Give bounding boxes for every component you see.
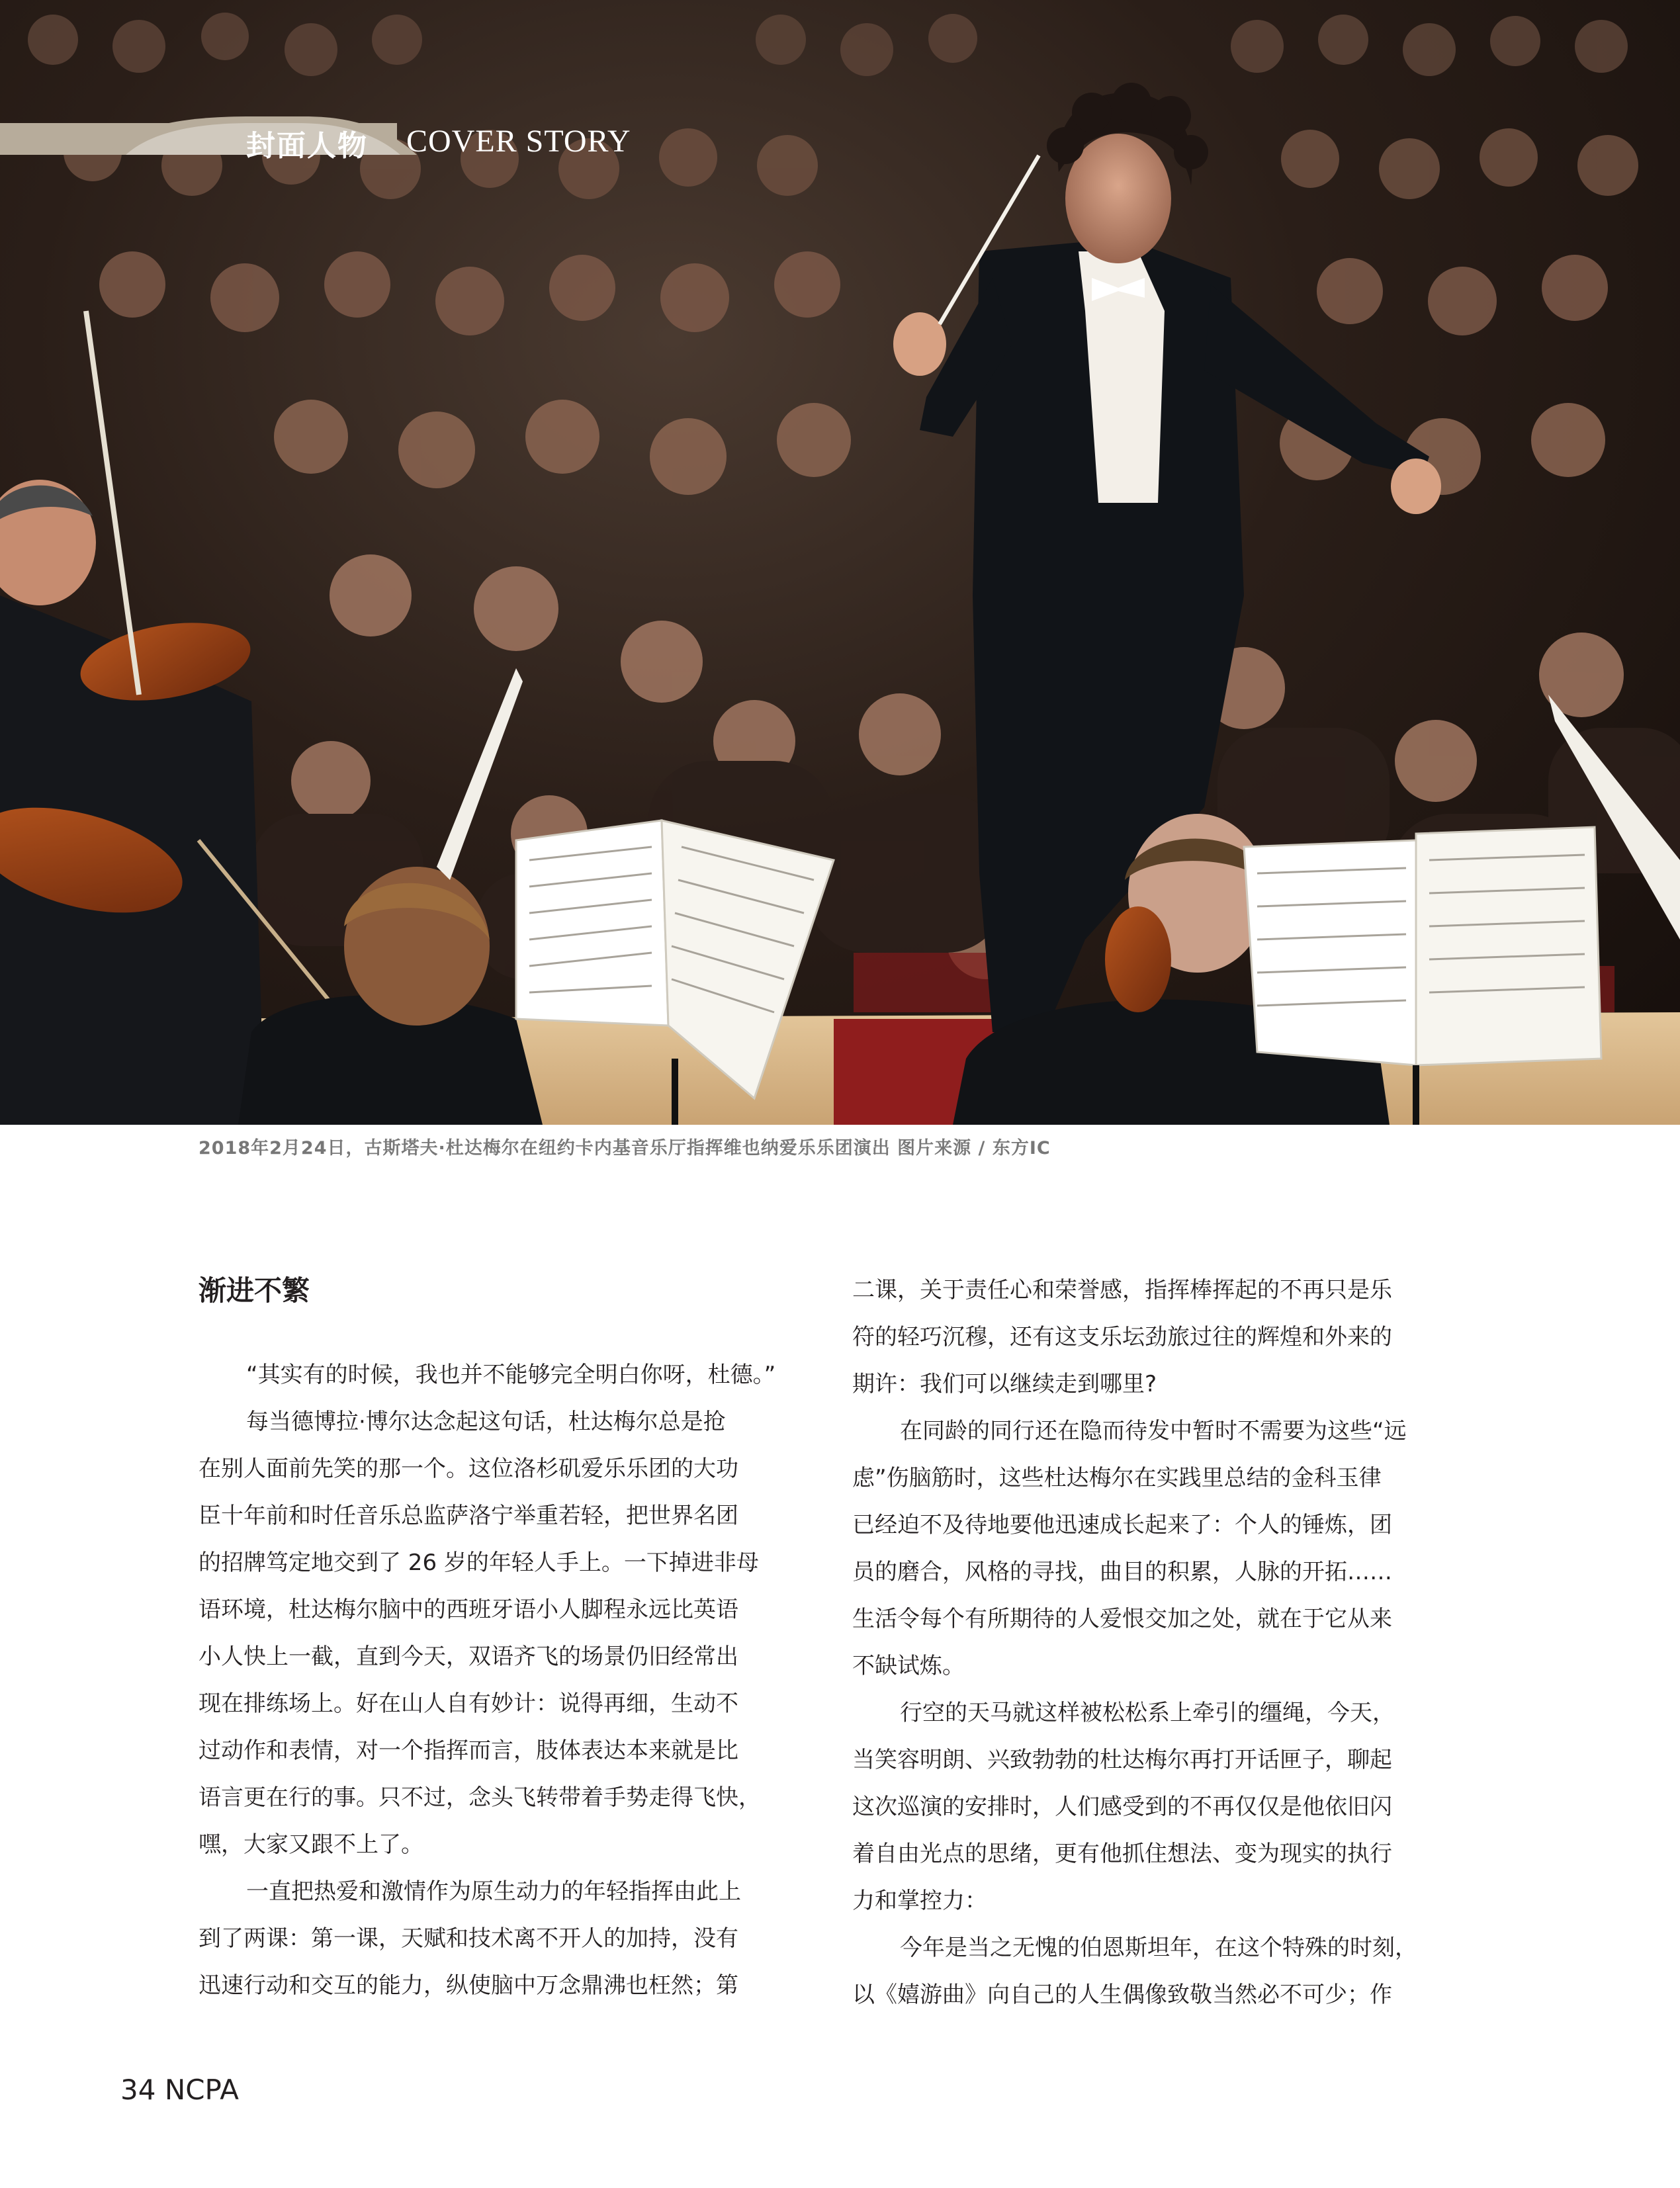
- body-line: 不缺试炼。: [852, 1653, 965, 1679]
- body-line: 期许：我们可以继续走到哪里?: [852, 1371, 1157, 1397]
- photo-caption: 2018年2月24日，古斯塔夫·杜达梅尔在纽约卡内基音乐厅指挥维也纳爱乐乐团演出 图片来源 / 东方IC: [199, 1138, 1051, 1159]
- body-line: 力和掌控力：: [852, 1888, 987, 1914]
- article-subhead: 渐进不繁: [199, 1274, 310, 1307]
- body-line: 行空的天马就这样被松松系上牵引的缰绳，今天，: [900, 1700, 1395, 1726]
- body-line: 每当德博拉·博尔达念起这句话，杜达梅尔总是抢: [246, 1409, 726, 1435]
- magazine-name: NCPA: [164, 2074, 239, 2106]
- body-line: “其实有的时候，我也并不能够完全明白你呀，杜德。”: [246, 1362, 776, 1388]
- body-line: 在别人面前先笑的那一个。这位洛杉矶爱乐乐团的大功: [199, 1456, 738, 1482]
- body-line: 生活令每个有所期待的人爱恨交加之处，就在于它从来: [852, 1606, 1392, 1632]
- body-line: 到了两课：第一课，天赋和技术离不开人的加持，没有: [199, 1925, 738, 1952]
- section-title-cn: 封面人物: [246, 129, 368, 163]
- section-title-en: COVER STORY: [406, 124, 631, 159]
- body-line: 这次巡演的安排时，人们感受到的不再仅仅是他依旧闪: [852, 1794, 1392, 1820]
- body-line: 迅速行动和交互的能力，纵使脑中万念鼎沸也枉然；第: [199, 1972, 738, 1999]
- body-line: 已经迫不及待地要他迅速成长起来了：个人的锤炼，团: [852, 1512, 1392, 1538]
- body-line: 以《嬉游曲》向自己的人生偶像致敬当然必不可少；作: [852, 1982, 1392, 2008]
- body-line: 一直把热爱和激情作为原生动力的年轻指挥由此上: [246, 1878, 741, 1905]
- body-line: 嘿，大家又跟不上了。: [199, 1831, 423, 1858]
- body-line: 小人快上一截，直到今天，双语齐飞的场景仍旧经常出: [199, 1643, 738, 1670]
- body-line: 臣十年前和时任音乐总监萨洛宁举重若轻，把世界名团: [199, 1503, 738, 1529]
- body-line: 语环境，杜达梅尔脑中的西班牙语小人脚程永远比英语: [199, 1597, 738, 1623]
- page-number: 34: [120, 2074, 156, 2106]
- body-line: 语言更在行的事。只不过，念头飞转带着手势走得飞快，: [199, 1784, 761, 1811]
- body-line: 符的轻巧沉穆，还有这支乐坛劲旅过往的辉煌和外来的: [852, 1324, 1392, 1350]
- page-footer: [120, 2074, 239, 2106]
- body-line: 着自由光点的思绪，更有他抓住想法、变为现实的执行: [852, 1841, 1392, 1867]
- body-line: 现在排练场上。好在山人自有妙计：说得再细，生动不: [199, 1690, 738, 1717]
- body-line: 的招牌笃定地交到了 26 岁的年轻人手上。一下掉进非母: [199, 1550, 759, 1576]
- body-line: 今年是当之无愧的伯恩斯坦年，在这个特殊的时刻，: [900, 1935, 1417, 1961]
- article-column-right: [852, 1267, 1458, 2019]
- body-line: 在同龄的同行还在隐而待发中暂时不需要为这些“远: [900, 1418, 1407, 1444]
- body-line: 二课，关于责任心和荣誉感，指挥棒挥起的不再只是乐: [852, 1277, 1392, 1303]
- body-line: 虑”伤脑筋时，这些杜达梅尔在实践里总结的金科玉律: [852, 1465, 1382, 1491]
- article-column-left: [199, 1267, 805, 2009]
- body-line: 当笑容明朗、兴致勃勃的杜达梅尔再打开话匣子，聊起: [852, 1747, 1392, 1773]
- body-line: 过动作和表情，对一个指挥而言，肢体表达本来就是比: [199, 1737, 738, 1764]
- body-line: 员的磨合，风格的寻找，曲目的积累，人脉的开拓……: [852, 1559, 1392, 1585]
